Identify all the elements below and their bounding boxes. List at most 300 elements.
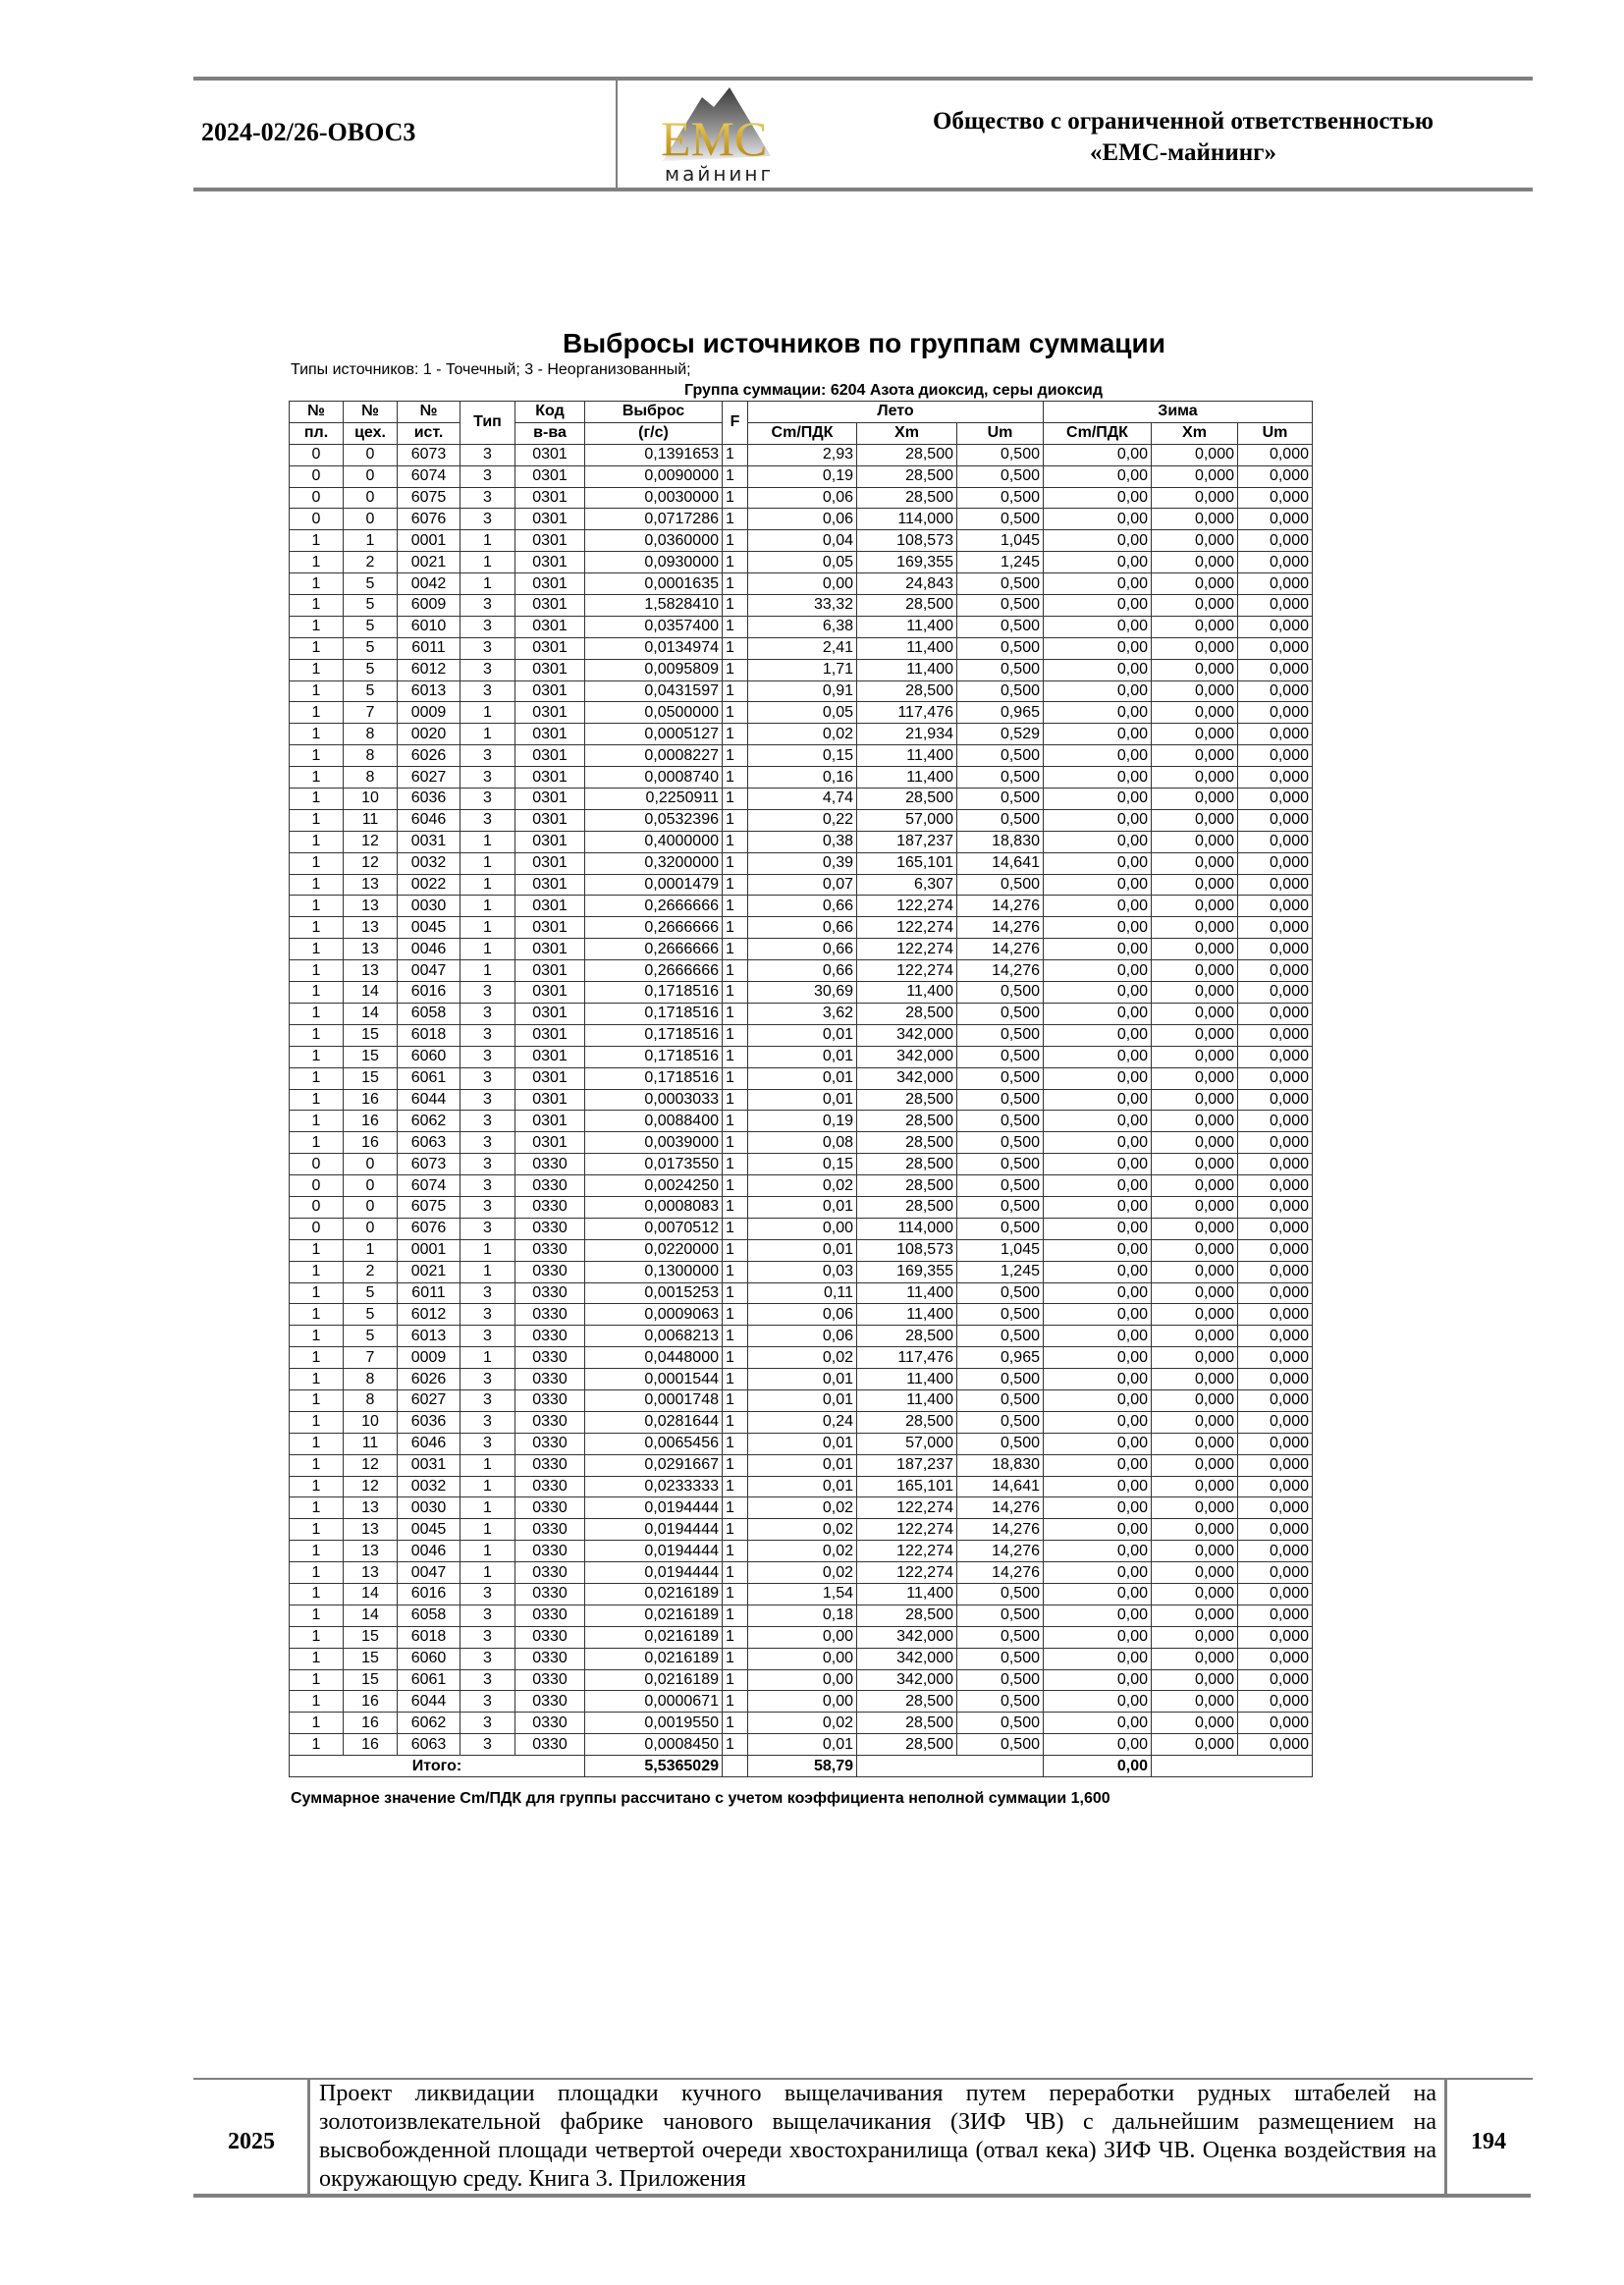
cell-summer-cm: 0,00 — [748, 1218, 857, 1239]
cell-summer-xm: 28,500 — [857, 487, 957, 509]
cell-winter-xm: 0,000 — [1152, 509, 1238, 530]
cell-kod: 0330 — [515, 1454, 585, 1476]
cell-tip: 1 — [460, 831, 515, 852]
cell-winter-um: 0,000 — [1238, 1046, 1313, 1067]
cell-vybros: 0,1391653 — [585, 444, 723, 465]
total-f-empty — [723, 1756, 748, 1777]
table-row — [290, 1691, 1313, 1713]
cell-winter-xm: 0,000 — [1152, 874, 1238, 896]
cell-ist: 6010 — [398, 616, 460, 637]
cell-ceh: 5 — [344, 637, 398, 659]
cell-tip: 3 — [460, 1218, 515, 1239]
cell-ceh: 0 — [344, 1218, 398, 1239]
cell-f: 1 — [723, 637, 748, 659]
cell-winter-um: 0,000 — [1238, 1669, 1313, 1691]
cell-kod: 0330 — [515, 1196, 585, 1218]
cell-winter-cm: 0,00 — [1044, 509, 1152, 530]
cell-winter-xm: 0,000 — [1152, 1734, 1238, 1756]
cell-ceh: 5 — [344, 595, 398, 617]
cell-pl: 0 — [290, 465, 344, 487]
cell-summer-xm: 187,237 — [857, 831, 957, 852]
cell-winter-cm: 0,00 — [1044, 1304, 1152, 1326]
cell-winter-xm: 0,000 — [1152, 939, 1238, 960]
cell-winter-xm: 0,000 — [1152, 1411, 1238, 1433]
cell-summer-um: 1,045 — [957, 1239, 1044, 1261]
col-header-vybros: Выброс — [585, 402, 723, 423]
table-row — [290, 1154, 1313, 1175]
report-title: Выбросы источников по группам суммации — [563, 328, 1165, 358]
cell-summer-cm: 0,02 — [748, 1519, 857, 1541]
cell-ist: 6073 — [398, 444, 460, 465]
cell-f: 1 — [723, 1669, 748, 1691]
cell-summer-um: 0,500 — [957, 1067, 1044, 1089]
cell-ceh: 5 — [344, 680, 398, 702]
cell-pl: 1 — [290, 1691, 344, 1713]
cell-ist: 6012 — [398, 659, 460, 680]
cell-f: 1 — [723, 530, 748, 552]
cell-summer-um: 0,500 — [957, 745, 1044, 767]
cell-tip: 3 — [460, 1132, 515, 1154]
cell-tip: 3 — [460, 465, 515, 487]
cell-winter-xm: 0,000 — [1152, 1067, 1238, 1089]
col-header-ceh-2: цех. — [344, 422, 398, 444]
cell-ist: 6009 — [398, 595, 460, 617]
cell-pl: 1 — [290, 1024, 344, 1046]
cell-ceh: 13 — [344, 917, 398, 939]
cell-summer-xm: 342,000 — [857, 1669, 957, 1691]
table-row — [290, 1175, 1313, 1197]
cell-winter-um: 0,000 — [1238, 1282, 1313, 1304]
cell-summer-cm: 2,41 — [748, 637, 857, 659]
cell-summer-um: 0,500 — [957, 1626, 1044, 1648]
cell-winter-cm: 0,00 — [1044, 573, 1152, 595]
cell-ist: 6011 — [398, 1282, 460, 1304]
cell-winter-um: 0,000 — [1238, 1562, 1313, 1584]
cell-vybros: 0,0431597 — [585, 680, 723, 702]
table-row — [290, 917, 1313, 939]
table-row — [290, 1196, 1313, 1218]
cell-winter-um: 0,000 — [1238, 573, 1313, 595]
cell-tip: 3 — [460, 637, 515, 659]
cell-summer-um: 0,500 — [957, 1713, 1044, 1734]
cell-winter-um: 0,000 — [1238, 616, 1313, 637]
cell-summer-um: 14,641 — [957, 852, 1044, 874]
cell-f: 1 — [723, 595, 748, 617]
table-row — [290, 960, 1313, 982]
cell-vybros: 0,0717286 — [585, 509, 723, 530]
cell-vybros: 0,0448000 — [585, 1347, 723, 1369]
cell-summer-cm: 0,02 — [748, 1541, 857, 1562]
cell-summer-cm: 0,00 — [748, 1648, 857, 1669]
cell-kod: 0330 — [515, 1583, 585, 1605]
cell-vybros: 0,4000000 — [585, 831, 723, 852]
cell-winter-xm: 0,000 — [1152, 1713, 1238, 1734]
cell-summer-xm: 122,274 — [857, 896, 957, 917]
cell-vybros: 0,0005127 — [585, 724, 723, 745]
cell-winter-cm: 0,00 — [1044, 1519, 1152, 1541]
cell-ist: 6018 — [398, 1626, 460, 1648]
cell-ist: 6016 — [398, 1583, 460, 1605]
cell-summer-xm: 28,500 — [857, 1196, 957, 1218]
cell-summer-cm: 0,01 — [748, 1454, 857, 1476]
cell-winter-xm: 0,000 — [1152, 767, 1238, 789]
cell-tip: 3 — [460, 1111, 515, 1132]
cell-winter-um: 0,000 — [1238, 767, 1313, 789]
cell-vybros: 0,1300000 — [585, 1261, 723, 1282]
cell-pl: 1 — [290, 1713, 344, 1734]
cell-vybros: 0,0001635 — [585, 573, 723, 595]
cell-pl: 1 — [290, 595, 344, 617]
table-header-row-2 — [290, 422, 1313, 444]
cell-winter-xm: 0,000 — [1152, 809, 1238, 831]
cell-summer-um: 18,830 — [957, 1454, 1044, 1476]
table-row — [290, 1282, 1313, 1304]
cell-ceh: 13 — [344, 1497, 398, 1519]
cell-summer-um: 0,965 — [957, 1347, 1044, 1369]
cell-pl: 1 — [290, 960, 344, 982]
cell-kod: 0330 — [515, 1282, 585, 1304]
cell-vybros: 0,0500000 — [585, 702, 723, 724]
table-row — [290, 1046, 1313, 1067]
cell-ceh: 14 — [344, 1003, 398, 1024]
cell-kod: 0330 — [515, 1541, 585, 1562]
cell-tip: 3 — [460, 1669, 515, 1691]
cell-summer-um: 14,641 — [957, 1476, 1044, 1497]
cell-winter-xm: 0,000 — [1152, 982, 1238, 1004]
cell-pl: 1 — [290, 1326, 344, 1347]
cell-pl: 1 — [290, 1583, 344, 1605]
cell-f: 1 — [723, 1648, 748, 1669]
cell-f: 1 — [723, 573, 748, 595]
cell-kod: 0330 — [515, 1175, 585, 1197]
cell-vybros: 0,0930000 — [585, 552, 723, 573]
cell-ist: 0020 — [398, 724, 460, 745]
cell-winter-cm: 0,00 — [1044, 1541, 1152, 1562]
cell-summer-um: 14,276 — [957, 1519, 1044, 1541]
cell-tip: 3 — [460, 1003, 515, 1024]
cell-kod: 0330 — [515, 1369, 585, 1390]
cell-summer-cm: 0,03 — [748, 1261, 857, 1282]
cell-tip: 3 — [460, 595, 515, 617]
cell-winter-um: 0,000 — [1238, 1111, 1313, 1132]
cell-f: 1 — [723, 767, 748, 789]
cell-pl: 1 — [290, 1261, 344, 1282]
cell-kod: 0330 — [515, 1347, 585, 1369]
cell-tip: 3 — [460, 789, 515, 810]
cell-summer-cm: 0,11 — [748, 1282, 857, 1304]
cell-winter-xm: 0,000 — [1152, 595, 1238, 617]
cell-f: 1 — [723, 1282, 748, 1304]
cell-winter-um: 0,000 — [1238, 789, 1313, 810]
table-row — [290, 789, 1313, 810]
cell-winter-cm: 0,00 — [1044, 444, 1152, 465]
cell-tip: 1 — [460, 573, 515, 595]
col-header-kod: Код — [515, 402, 585, 423]
cell-vybros: 0,0216189 — [585, 1648, 723, 1669]
cell-winter-xm: 0,000 — [1152, 1541, 1238, 1562]
cell-summer-xm: 342,000 — [857, 1024, 957, 1046]
total-summer-empty — [857, 1756, 1044, 1777]
cell-tip: 3 — [460, 982, 515, 1004]
table-row — [290, 1389, 1313, 1411]
cell-ist: 6013 — [398, 1326, 460, 1347]
cell-winter-um: 0,000 — [1238, 809, 1313, 831]
cell-summer-xm: 122,274 — [857, 1497, 957, 1519]
cell-vybros: 0,0090000 — [585, 465, 723, 487]
cell-summer-xm: 28,500 — [857, 1175, 957, 1197]
table-row — [290, 896, 1313, 917]
cell-summer-xm: 28,500 — [857, 1326, 957, 1347]
table-row — [290, 1497, 1313, 1519]
cell-winter-cm: 0,00 — [1044, 1282, 1152, 1304]
cell-ist: 0030 — [398, 1497, 460, 1519]
cell-pl: 1 — [290, 917, 344, 939]
cell-ceh: 0 — [344, 465, 398, 487]
cell-ceh: 13 — [344, 939, 398, 960]
cell-vybros: 0,0194444 — [585, 1519, 723, 1541]
cell-winter-cm: 0,00 — [1044, 1175, 1152, 1197]
cell-f: 1 — [723, 1261, 748, 1282]
cell-winter-xm: 0,000 — [1152, 552, 1238, 573]
cell-f: 1 — [723, 1411, 748, 1433]
cell-ist: 6058 — [398, 1605, 460, 1626]
cell-kod: 0301 — [515, 487, 585, 509]
cell-f: 1 — [723, 745, 748, 767]
cell-winter-xm: 0,000 — [1152, 1304, 1238, 1326]
cell-summer-um: 0,500 — [957, 1003, 1044, 1024]
cell-ist: 6076 — [398, 1218, 460, 1239]
cell-summer-um: 0,500 — [957, 1175, 1044, 1197]
cell-tip: 3 — [460, 1433, 515, 1454]
cell-ist: 6013 — [398, 680, 460, 702]
cell-ist: 6012 — [398, 1304, 460, 1326]
cell-winter-cm: 0,00 — [1044, 1691, 1152, 1713]
cell-ceh: 16 — [344, 1713, 398, 1734]
cell-winter-um: 0,000 — [1238, 1626, 1313, 1648]
cell-pl: 1 — [290, 1347, 344, 1369]
cell-tip: 3 — [460, 1154, 515, 1175]
cell-tip: 1 — [460, 896, 515, 917]
cell-summer-um: 14,276 — [957, 1562, 1044, 1584]
table-row — [290, 852, 1313, 874]
cell-ceh: 11 — [344, 1433, 398, 1454]
cell-summer-cm: 0,07 — [748, 874, 857, 896]
cell-summer-xm: 57,000 — [857, 809, 957, 831]
cell-tip: 3 — [460, 1691, 515, 1713]
cell-vybros: 0,0291667 — [585, 1454, 723, 1476]
col-header-winter: Зима — [1044, 402, 1313, 423]
cell-winter-um: 0,000 — [1238, 680, 1313, 702]
cell-summer-cm: 0,91 — [748, 680, 857, 702]
cell-pl: 1 — [290, 659, 344, 680]
cell-summer-um: 0,529 — [957, 724, 1044, 745]
cell-vybros: 0,0039000 — [585, 1132, 723, 1154]
cell-ceh: 0 — [344, 1154, 398, 1175]
cell-summer-xm: 122,274 — [857, 960, 957, 982]
cell-ist: 0046 — [398, 939, 460, 960]
cell-ceh: 12 — [344, 1476, 398, 1497]
cell-pl: 1 — [290, 1433, 344, 1454]
cell-vybros: 0,0000671 — [585, 1691, 723, 1713]
cell-ceh: 8 — [344, 1389, 398, 1411]
cell-kod: 0330 — [515, 1411, 585, 1433]
cell-summer-um: 0,500 — [957, 1605, 1044, 1626]
cell-kod: 0301 — [515, 465, 585, 487]
table-row — [290, 1003, 1313, 1024]
cell-kod: 0301 — [515, 789, 585, 810]
cell-pl: 1 — [290, 1132, 344, 1154]
cell-summer-um: 0,500 — [957, 637, 1044, 659]
cell-vybros: 0,0532396 — [585, 809, 723, 831]
cell-summer-xm: 169,355 — [857, 1261, 957, 1282]
cell-f: 1 — [723, 552, 748, 573]
cell-ceh: 13 — [344, 1541, 398, 1562]
cell-vybros: 0,0070512 — [585, 1218, 723, 1239]
cell-f: 1 — [723, 465, 748, 487]
cell-tip: 3 — [460, 1089, 515, 1111]
col-header-winter-xm: Xm — [1152, 422, 1238, 444]
cell-summer-xm: 342,000 — [857, 1046, 957, 1067]
cell-kod: 0301 — [515, 1067, 585, 1089]
cell-summer-um: 1,245 — [957, 1261, 1044, 1282]
cell-kod: 0330 — [515, 1476, 585, 1497]
cell-pl: 1 — [290, 852, 344, 874]
cell-ist: 0001 — [398, 1239, 460, 1261]
table-row — [290, 1218, 1313, 1239]
cell-summer-um: 0,500 — [957, 1024, 1044, 1046]
cell-winter-cm: 0,00 — [1044, 960, 1152, 982]
cell-winter-xm: 0,000 — [1152, 465, 1238, 487]
cell-kod: 0330 — [515, 1648, 585, 1669]
cell-summer-xm: 165,101 — [857, 1476, 957, 1497]
cell-pl: 1 — [290, 1389, 344, 1411]
cell-f: 1 — [723, 680, 748, 702]
cell-summer-cm: 0,01 — [748, 1067, 857, 1089]
cell-winter-xm: 0,000 — [1152, 659, 1238, 680]
table-row — [290, 1541, 1313, 1562]
cell-ceh: 13 — [344, 896, 398, 917]
cell-ist: 0031 — [398, 831, 460, 852]
cell-ist: 0032 — [398, 852, 460, 874]
cell-summer-um: 0,500 — [957, 767, 1044, 789]
cell-ceh: 15 — [344, 1626, 398, 1648]
table-row — [290, 595, 1313, 617]
cell-summer-cm: 0,66 — [748, 960, 857, 982]
cell-winter-xm: 0,000 — [1152, 702, 1238, 724]
cell-summer-xm: 28,500 — [857, 1132, 957, 1154]
emissions-table — [289, 401, 1313, 1777]
cell-winter-xm: 0,000 — [1152, 1669, 1238, 1691]
table-row — [290, 1347, 1313, 1369]
cell-summer-xm: 28,500 — [857, 1691, 957, 1713]
cell-vybros: 0,0008083 — [585, 1196, 723, 1218]
cell-pl: 1 — [290, 1046, 344, 1067]
cell-winter-cm: 0,00 — [1044, 745, 1152, 767]
cell-summer-um: 14,276 — [957, 896, 1044, 917]
table-row — [290, 1648, 1313, 1669]
cell-ceh: 15 — [344, 1669, 398, 1691]
cell-ist: 6036 — [398, 1411, 460, 1433]
cell-winter-cm: 0,00 — [1044, 874, 1152, 896]
cell-summer-um: 0,500 — [957, 509, 1044, 530]
cell-ceh: 5 — [344, 1304, 398, 1326]
cell-f: 1 — [723, 896, 748, 917]
cell-summer-um: 14,276 — [957, 917, 1044, 939]
cell-ist: 6061 — [398, 1067, 460, 1089]
cell-winter-cm: 0,00 — [1044, 465, 1152, 487]
cell-ist: 6063 — [398, 1734, 460, 1756]
cell-summer-cm: 0,02 — [748, 1497, 857, 1519]
table-row — [290, 637, 1313, 659]
cell-winter-xm: 0,000 — [1152, 1154, 1238, 1175]
cell-f: 1 — [723, 1196, 748, 1218]
cell-pl: 1 — [290, 1369, 344, 1390]
cell-summer-um: 1,245 — [957, 552, 1044, 573]
cell-ceh: 14 — [344, 1583, 398, 1605]
cell-f: 1 — [723, 917, 748, 939]
cell-summer-um: 0,500 — [957, 444, 1044, 465]
cell-winter-xm: 0,000 — [1152, 1111, 1238, 1132]
cell-f: 1 — [723, 1218, 748, 1239]
cell-winter-um: 0,000 — [1238, 1734, 1313, 1756]
cell-summer-xm: 11,400 — [857, 1389, 957, 1411]
cell-ceh: 15 — [344, 1024, 398, 1046]
cell-f: 1 — [723, 1389, 748, 1411]
cell-tip: 3 — [460, 1411, 515, 1433]
cell-summer-cm: 30,69 — [748, 982, 857, 1004]
cell-summer-xm: 122,274 — [857, 917, 957, 939]
cell-winter-xm: 0,000 — [1152, 1024, 1238, 1046]
table-row — [290, 724, 1313, 745]
cell-f: 1 — [723, 789, 748, 810]
table-row — [290, 659, 1313, 680]
cell-kod: 0301 — [515, 659, 585, 680]
cell-pl: 1 — [290, 724, 344, 745]
cell-f: 1 — [723, 1089, 748, 1111]
cell-summer-um: 0,965 — [957, 702, 1044, 724]
cell-summer-um: 0,500 — [957, 1089, 1044, 1111]
cell-ist: 0001 — [398, 530, 460, 552]
cell-ist: 6062 — [398, 1713, 460, 1734]
table-row — [290, 1089, 1313, 1111]
cell-tip: 3 — [460, 745, 515, 767]
cell-winter-cm: 0,00 — [1044, 1433, 1152, 1454]
cell-ceh: 5 — [344, 616, 398, 637]
cell-summer-xm: 342,000 — [857, 1067, 957, 1089]
cell-summer-cm: 6,38 — [748, 616, 857, 637]
cell-kod: 0301 — [515, 917, 585, 939]
cell-summer-cm: 0,01 — [748, 1433, 857, 1454]
cell-summer-um: 14,276 — [957, 960, 1044, 982]
cell-ist: 0009 — [398, 702, 460, 724]
cell-vybros: 0,1718516 — [585, 1024, 723, 1046]
cell-ceh: 0 — [344, 487, 398, 509]
cell-ceh: 16 — [344, 1734, 398, 1756]
cell-winter-xm: 0,000 — [1152, 1519, 1238, 1541]
cell-winter-cm: 0,00 — [1044, 1713, 1152, 1734]
cell-ceh: 13 — [344, 1562, 398, 1584]
cell-summer-xm: 28,500 — [857, 680, 957, 702]
cell-tip: 3 — [460, 680, 515, 702]
summation-group-label: Группа суммации: 6204 Азота диоксид, серы диоксид — [684, 382, 1103, 399]
cell-vybros: 0,0068213 — [585, 1326, 723, 1347]
cell-tip: 1 — [460, 939, 515, 960]
summation-note: Суммарное значение Cm/ПДК для группы рассчитано с учетом коэффициента неполной суммации 1,600 — [291, 1790, 1110, 1807]
cell-pl: 1 — [290, 1669, 344, 1691]
total-summer-cm: 58,79 — [748, 1756, 857, 1777]
cell-winter-um: 0,000 — [1238, 1583, 1313, 1605]
cell-tip: 3 — [460, 1046, 515, 1067]
